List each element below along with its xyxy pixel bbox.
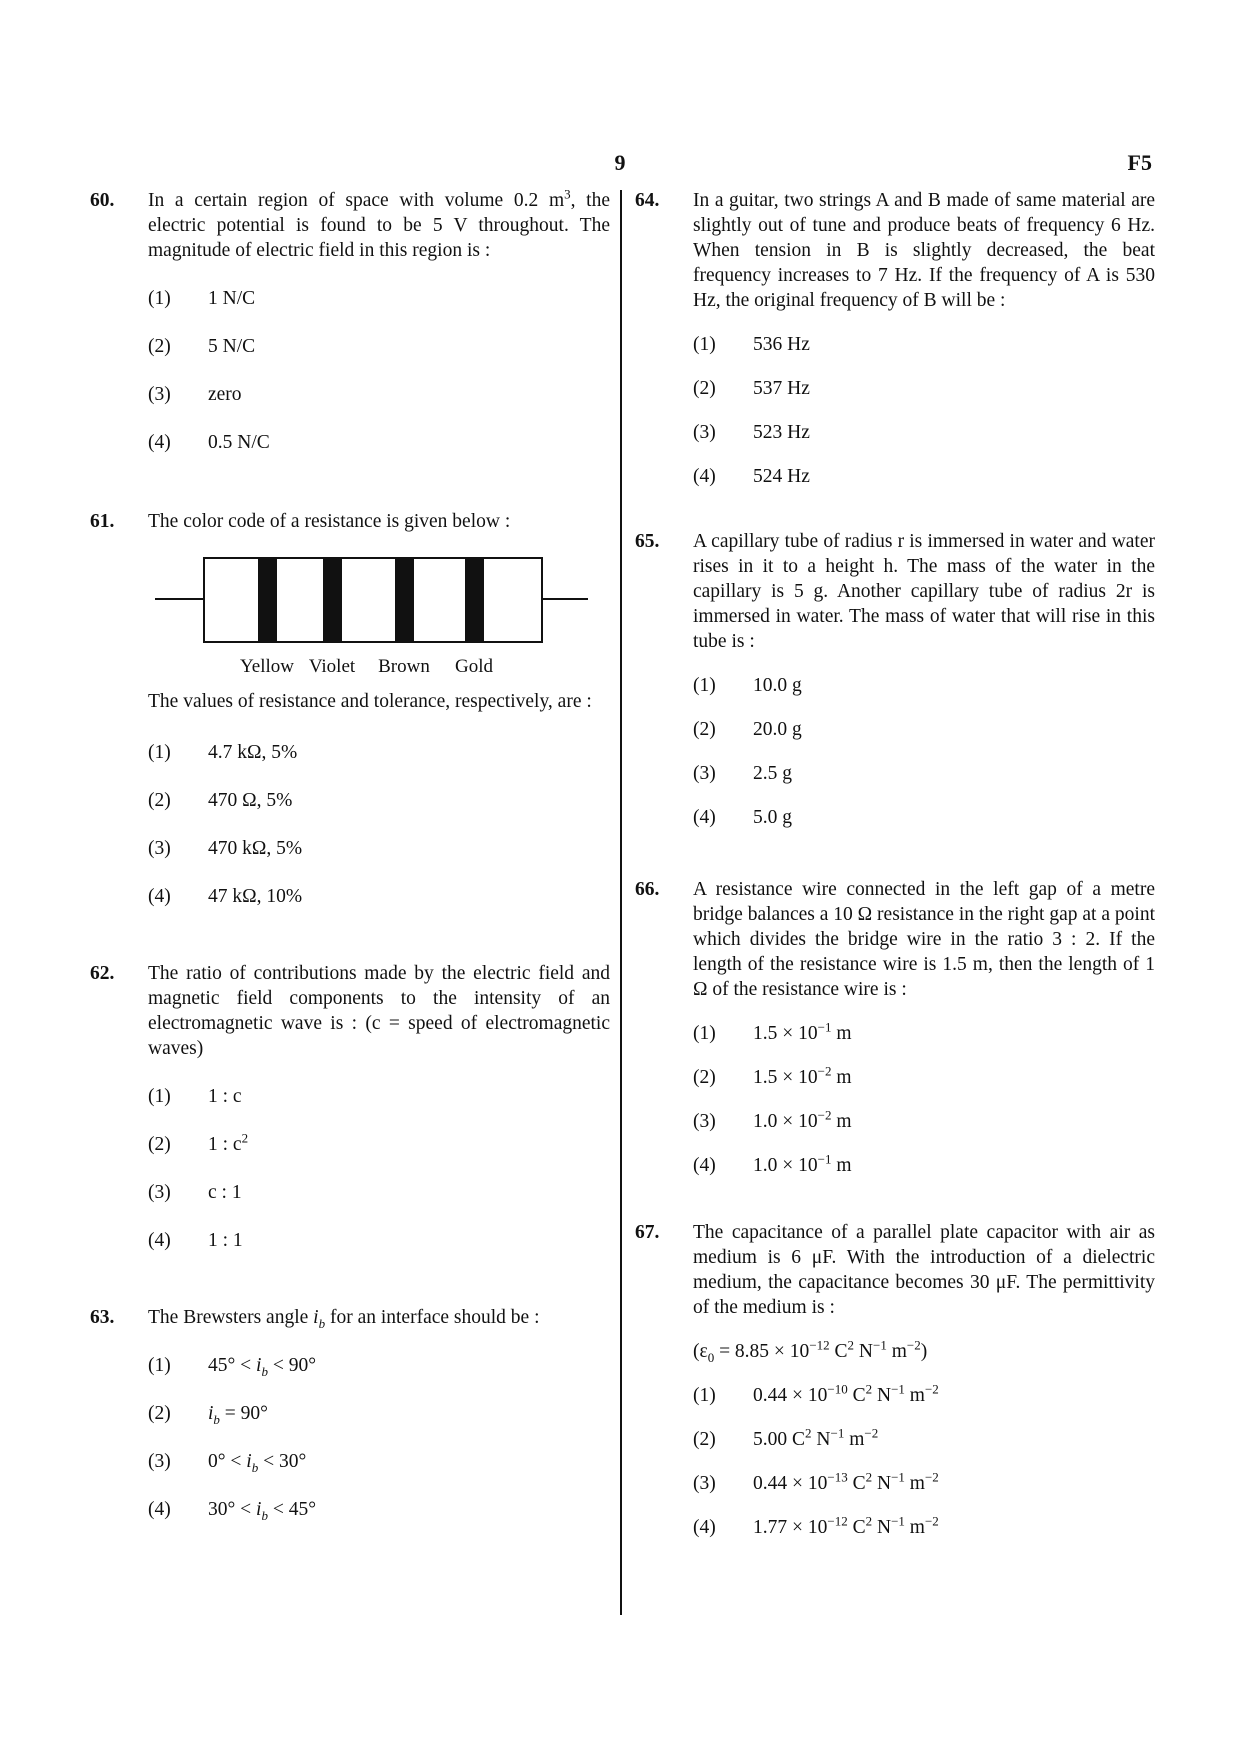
option-1: (1) 4.7 kΩ, 5%: [148, 742, 298, 763]
option-3: (3) $1.0 \times 10^{-2}$ m: [693, 1107, 852, 1132]
question-number: 62.: [90, 963, 115, 984]
band-label: Yellow: [239, 656, 295, 677]
option-4: (4) $1.77 \times 10^{-12}$ $C^2$ $N^{-1}$ $m^{-2}$: [693, 1513, 939, 1538]
option-1: (1) 10.0 g: [693, 675, 802, 696]
question-text: A capillary tube of radius r is immersed in water and water rises in it to a height h. The mass of the water in the capillary is 5 g. Another capillary tube of radius 2r is immersed in water. The mass of water that will rise in this tube is :: [693, 531, 1155, 652]
option-3: (3) $0.44 \times 10^{-13}$ $C^2$ $N^{-1}$ $m^{-2}$: [693, 1469, 939, 1494]
question-number: 60.: [90, 190, 115, 211]
band-violet: [323, 557, 342, 643]
left-column: [90, 188, 610, 1522]
option-3: (3) c : 1: [148, 1182, 242, 1203]
option-2: (2) 5.00 $C^2$ $N^{-1}$ $m^{-2}$: [693, 1425, 879, 1450]
option-2: (2) 1 : $c^2$: [148, 1130, 249, 1155]
option-2: (2) 537 Hz: [693, 378, 810, 399]
question-number: 66.: [635, 879, 660, 900]
question-66: [635, 877, 1155, 1178]
option-2: (2) 470 Ω, 5%: [148, 790, 293, 811]
paper-code: F5: [1127, 150, 1152, 175]
option-4: (4) $30^\circ < i_b < 45^\circ$: [148, 1499, 317, 1523]
option-4: (4) 0.5 N/C: [148, 432, 270, 453]
question-63: [90, 1305, 610, 1522]
option-4: (4) $1.0 \times 10^{-1}$ m: [693, 1151, 852, 1176]
resistor-lead-right: [543, 598, 588, 600]
option-2: (2) $1.5 \times 10^{-2}$ m: [693, 1063, 852, 1088]
question-number: 64.: [635, 190, 660, 211]
option-1: (1) 536 Hz: [693, 334, 810, 355]
question-text: The Brewsters angle $i_b$ for an interface should be :: [148, 1307, 540, 1331]
option-3: (3) 470 kΩ, 5%: [148, 838, 303, 859]
option-3: (3) zero: [148, 384, 242, 405]
question-number: 63.: [90, 1307, 115, 1328]
question-text: The color code of a resistance is given below :: [148, 511, 511, 532]
question-number: 61.: [90, 511, 115, 532]
question-number: 65.: [635, 531, 660, 552]
question-64: [635, 188, 1155, 489]
page-number: 9: [614, 150, 626, 175]
right-column: [635, 188, 1155, 1540]
option-1: (1) 1 N/C: [148, 288, 256, 309]
option-3: (3) 523 Hz: [693, 422, 810, 443]
band-label: Violet: [308, 656, 356, 677]
option-4: (4) 524 Hz: [693, 466, 810, 487]
band-label: Gold: [455, 656, 493, 677]
band-label: Brown: [378, 656, 430, 677]
option-2: (2) $i_b = 90^\circ$: [148, 1403, 268, 1427]
option-1: (1) 1 : c: [148, 1086, 242, 1107]
resistor-lead-left: [155, 598, 203, 600]
question-text: The capacitance of a parallel plate capacitor with air as medium is 6 μF. With the introduction of a dielectric medium, the capacitance becomes 30 μF. The permittivity of the medium is :: [693, 1222, 1155, 1318]
option-2: (2) 5 N/C: [148, 336, 256, 357]
option-4: (4) 47 kΩ, 10%: [148, 886, 303, 907]
band-brown: [395, 557, 414, 643]
column-divider: [620, 190, 622, 1615]
question-61: [90, 509, 610, 909]
question-text: The ratio of contributions made by the electric field and magnetic field components to the intensity of an electromagnetic wave is : (c = speed of electromagnetic waves): [148, 963, 610, 1059]
option-3: (3) 2.5 g: [693, 763, 792, 784]
question-65: [635, 529, 1155, 830]
resistor-diagram: [90, 554, 530, 684]
question-67: [635, 1220, 1155, 1540]
option-3: (3) $0^\circ < i_b < 30^\circ$: [148, 1451, 307, 1475]
question-62: [90, 961, 610, 1253]
option-4: (4) 1 : 1: [148, 1230, 243, 1251]
given-constant: ($\varepsilon_0 = 8.85 \times 10^{-12}$ $C^2$ $N^{-1}$ $m^{-2}$): [693, 1337, 928, 1365]
option-1: (1) $45^\circ < i_b < 90^\circ$: [148, 1355, 317, 1379]
question-text-2: The values of resistance and tolerance, respectively, are :: [148, 691, 592, 712]
band-yellow: [258, 557, 277, 643]
band-gold: [465, 557, 484, 643]
option-1: (1) $0.44 \times 10^{-10}$ $C^2$ $N^{-1}$ $m^{-2}$: [693, 1381, 939, 1406]
option-2: (2) 20.0 g: [693, 719, 802, 740]
question-text: In a certain region of space with volume 0.2 $m^3$, the electric potential is found to be 5 V throughout. The magnitude of electric field in this region is :: [148, 186, 611, 261]
question-text: A resistance wire connected in the left gap of a metre bridge balances a 10 Ω resistance in the right gap at a point which divides the bridge wire in the ratio 3 : 2. If the length of the resistance wire is 1.5 m, then the length of 1 Ω of the resistance wire is :: [693, 879, 1155, 1000]
option-4: (4) 5.0 g: [693, 807, 792, 828]
question-text: In a guitar, two strings A and B made of same material are slightly out of tune and produce beats of frequency 6 Hz. When tension in B is slightly decreased, the beat frequency increases to 7 Hz. If the frequency of A is 530 Hz, the original frequency of B will be :: [693, 190, 1155, 311]
resistor-body: [203, 557, 543, 643]
question-60: [90, 188, 610, 455]
option-1: (1) $1.5 \times 10^{-1}$ m: [693, 1019, 852, 1044]
question-number: 67.: [635, 1222, 660, 1243]
